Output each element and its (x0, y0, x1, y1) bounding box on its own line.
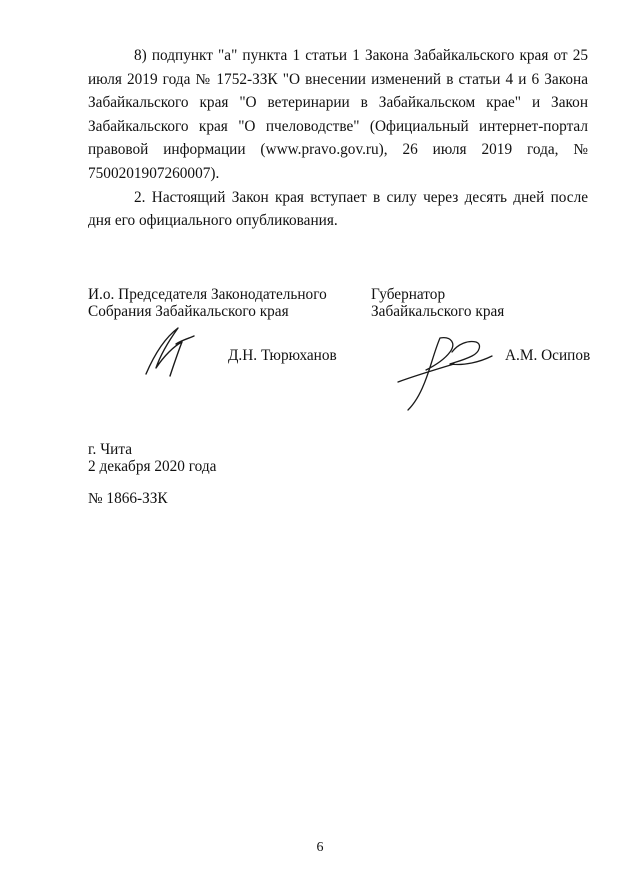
signature-right-image (394, 330, 496, 414)
signatory-left-title (88, 286, 327, 320)
signatory-left-title-line2: Собрания Забайкальского края (88, 303, 289, 320)
signatory-right-title-line1: Губернатор (371, 286, 446, 303)
document-body (88, 44, 588, 233)
paragraph-item-8: 8) подпункт "а" пункта 1 статьи 1 Закона Забайкальского края от 25 июля 2019 года № 1752-ЗЗК "О внесении изменений в статьи 4 и 6 Закона Забайкальского края "О ветеринарии в Забайкальском крае" и Закон Забайкальского края "О пчеловодстве" (Официальный интернет-портал правовой информации (www.pravo.gov.ru), 26 июля 2019 года, № 7500201907260007). (88, 47, 588, 182)
law-number: № 1866-ЗЗК (88, 490, 168, 507)
signatory-left-name: Д.Н. Тюрюханов (228, 347, 337, 364)
signatory-right-title-line2: Забайкальского края (371, 303, 505, 320)
signing-date: 2 декабря 2020 года (88, 458, 217, 475)
signatory-right-name: А.М. Осипов (505, 347, 591, 364)
place-and-date (88, 441, 216, 475)
signatory-right-title (371, 286, 504, 320)
paragraph-effective-date: 2. Настоящий Закон края вступает в силу через десять дней после дня его официального опубликования. (88, 188, 588, 230)
city-label: г. Чита (88, 441, 132, 458)
page-number: 6 (316, 840, 324, 855)
signature-left-image (138, 322, 198, 380)
signatory-left-title-line1: И.о. Председателя Законодательного (88, 286, 327, 303)
